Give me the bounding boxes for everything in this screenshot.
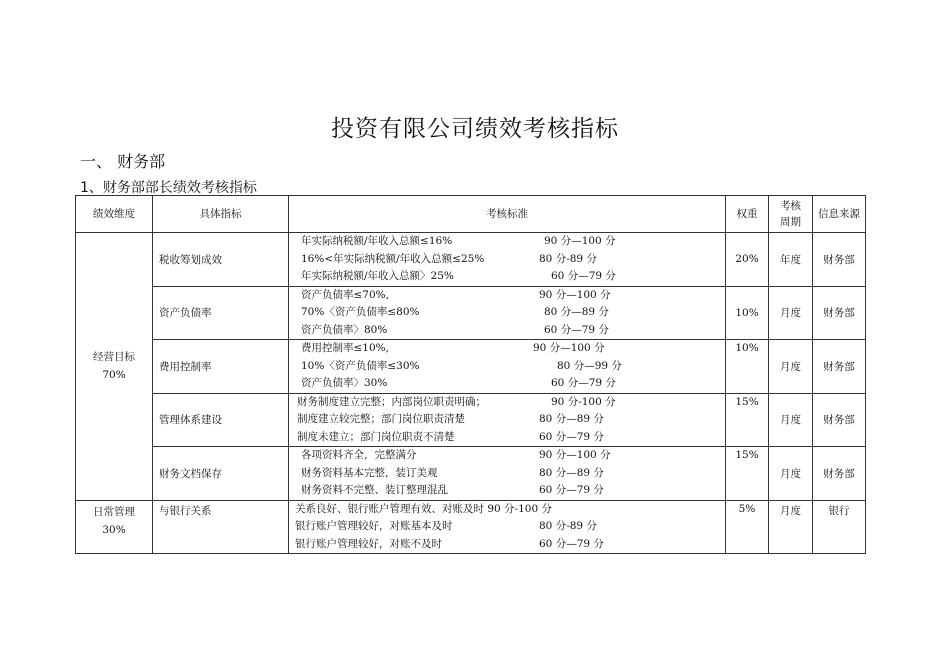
standard-score: 80 分—89 分 (539, 413, 604, 425)
standard-score: 80 分—89 分 (539, 466, 604, 479)
standard-text: 70%〈资产负债率≤80% (301, 306, 420, 318)
standard-score: 80 分—89 分 (544, 306, 609, 318)
standard-text: 费用控制率≤10%, (301, 342, 389, 354)
indicator-cell: 财务文档保存 (153, 447, 289, 501)
period-cell: 年度 (769, 233, 813, 287)
standard-text: 10%〈资产负债率≤30% (301, 359, 420, 372)
standard-score: 90 分—100 分 (539, 449, 611, 461)
standard-text: 各项资料齐全，完整满分 (301, 449, 417, 461)
period-cell: 月度 (769, 500, 813, 554)
header-weight: 权重 (726, 196, 769, 233)
weight-cell: 15% (726, 393, 769, 447)
standard-line (289, 429, 725, 447)
standard-text: 银行账户管理较好，对账基本及时 (295, 520, 453, 532)
header-source: 信息来源 (813, 196, 866, 233)
indicator-cell: 与银行关系 (153, 500, 289, 554)
standard-text: 财务资料不完整、装订整理混乱 (301, 484, 448, 496)
dimension-label: 经营目标 (93, 351, 135, 364)
standard-line (289, 287, 725, 305)
dimension-pct: 70% (102, 369, 126, 382)
standard-cell (289, 500, 726, 554)
standard-line (289, 536, 725, 554)
standard-text: 资产负债率〉80% (301, 323, 388, 336)
standard-score: 80 分-89 分 (539, 520, 597, 532)
indicator-cell: 资产负债率 (153, 286, 289, 340)
kpi-table (75, 195, 866, 554)
standard-score: 60 分—79 分 (539, 537, 604, 550)
standard-score: 80 分-89 分 (539, 252, 597, 265)
standard-score: 80 分—99 分 (557, 359, 622, 372)
standard-cell (289, 393, 726, 447)
standard-score: 90 分—100 分 (539, 288, 611, 301)
table-row (76, 233, 866, 287)
header-period: 考核周期 (769, 196, 813, 233)
standard-line (289, 482, 725, 500)
standard-score: 60 分—79 分 (544, 323, 609, 336)
table-row (76, 340, 866, 394)
source-cell: 财务部 (813, 233, 866, 287)
standard-text: 年实际纳税额/年收入总额≤16% (301, 235, 453, 247)
table-row (76, 286, 866, 340)
standard-line (289, 322, 725, 340)
standard-text: 财务制度建立完整；内部岗位职责明确； (297, 395, 486, 408)
source-cell: 财务部 (813, 447, 866, 501)
standard-score: 90 分-100 分 (551, 395, 616, 408)
standard-line (289, 447, 725, 465)
standard-text: 银行账户管理较好，对账不及时 (295, 537, 442, 550)
period-cell: 月度 (769, 393, 813, 447)
table-row (76, 500, 866, 554)
standard-line (289, 358, 725, 376)
standard-score: 60 分—79 分 (551, 377, 616, 389)
standard-text: 16%<年实际纳税额/年收入总额≤25% (301, 252, 485, 265)
standard-line (289, 465, 725, 483)
indicator-cell: 税收筹划成效 (153, 233, 289, 287)
standard-score: 60 分—79 分 (551, 270, 616, 282)
standard-score: 90 分—100 分 (544, 235, 616, 247)
dimension-label: 日常管理 (93, 505, 135, 518)
standard-line (289, 501, 725, 519)
standard-line (289, 411, 725, 429)
standard-line (289, 394, 725, 412)
standard-score: 60 分—79 分 (539, 484, 604, 496)
standard-line (289, 340, 725, 358)
table-row (76, 447, 866, 501)
indicator-cell: 管理体系建设 (153, 393, 289, 447)
standard-line (289, 251, 725, 269)
standard-line (289, 233, 725, 251)
period-cell: 月度 (769, 340, 813, 394)
weight-cell: 20% (726, 233, 769, 287)
standard-text: 关系良好、银行账户管理有效、对账及时 90 分-100 分 (295, 502, 552, 515)
source-cell: 财务部 (813, 340, 866, 394)
section-heading: 一、 财务部 (80, 152, 166, 171)
standard-text: 制度建立较完整；部门岗位职责清楚 (297, 413, 465, 425)
weight-cell: 10% (726, 286, 769, 340)
standard-line (289, 268, 725, 286)
standard-text: 财务资料基本完整，装订美观 (301, 466, 438, 479)
weight-cell: 10% (726, 340, 769, 394)
period-cell: 月度 (769, 447, 813, 501)
indicator-cell: 费用控制率 (153, 340, 289, 394)
header-indicator: 具体指标 (153, 196, 289, 233)
standard-line (289, 375, 725, 393)
source-cell: 财务部 (813, 286, 866, 340)
standard-cell (289, 233, 726, 287)
table-row (76, 393, 866, 447)
standard-cell (289, 447, 726, 501)
standard-text: 资产负债率≤70%, (301, 288, 389, 301)
standard-cell (289, 340, 726, 394)
dimension-cell (76, 500, 153, 554)
table-header-row (76, 196, 866, 233)
standard-cell (289, 286, 726, 340)
dimension-pct: 30% (102, 523, 126, 536)
standard-line (289, 304, 725, 322)
source-cell: 银行 (813, 500, 866, 554)
source-cell: 财务部 (813, 393, 866, 447)
standard-score: 60 分—79 分 (539, 430, 604, 443)
period-cell: 月度 (769, 286, 813, 340)
standard-score: 90 分—100 分 (533, 342, 605, 354)
standard-text: 年实际纳税额/年收入总额〉25% (301, 270, 454, 282)
standard-text: 制度未建立；部门岗位职责不清楚 (297, 430, 455, 443)
header-dimension: 绩效维度 (76, 196, 153, 233)
weight-cell: 15% (726, 447, 769, 501)
standard-line (289, 518, 725, 536)
standard-text: 资产负债率〉30% (301, 377, 388, 389)
header-standard: 考核标准 (289, 196, 726, 233)
dimension-cell (76, 233, 153, 501)
subsection-heading: 1、财务部部长绩效考核指标 (80, 180, 257, 196)
weight-cell: 5% (726, 500, 769, 554)
document-title: 投资有限公司绩效考核指标 (331, 116, 619, 142)
